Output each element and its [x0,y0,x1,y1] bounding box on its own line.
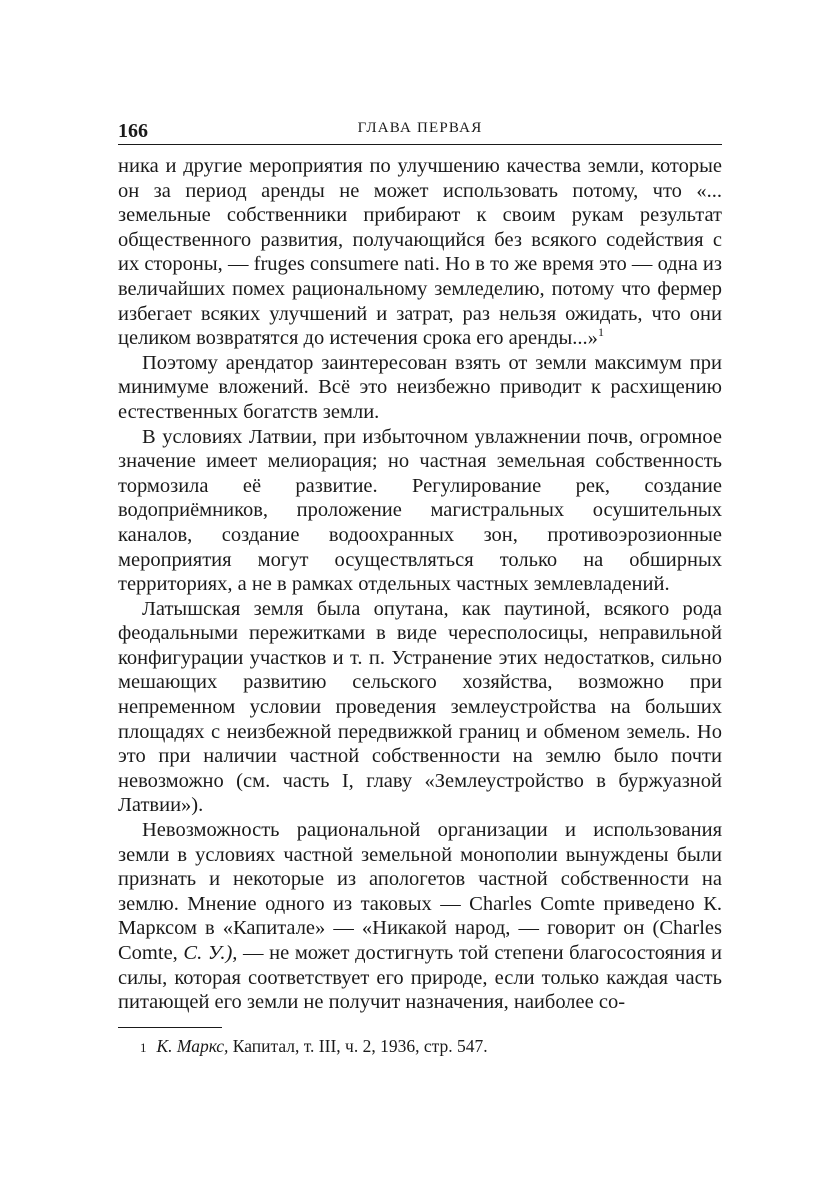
paragraph-2: Поэтому арендатор заинтересован взять от земли максимум при минимуме вложений. Всё это неизбежно приводит к расхищению естественных богатств земли. [118,351,722,423]
page-number: 166 [118,120,148,142]
footnote-citation: Капитал, т. III, ч. 2, 1936, стр. 547. [228,1036,488,1056]
body-text [118,154,722,1015]
footnote [140,1036,488,1057]
paragraph-3: В условиях Латвии, при избыточном увлажнении почв, огромное значение имеет мелиорация; но частная земельная собственность тормозила её развитие. Регулирование рек, создание водоприёмников, проложение магистральных осушительных каналов, создание водоохранных зон, противоэрозионные мероприятия могут осуществляться только на обширных территориях, а не в рамках отдельных частных землевладений. [118,425,722,596]
paragraph-5-italic: С. У.), [183,942,238,964]
paragraph-4: Латышская земля была опутана, как паутиной, всякого рода феодальными пережитками в виде чересполосицы, неправильной конфигурации участков и т. п. Устранение этих недостатков, сильно мешающих развитию сельского хозяйства, возможно при непременном условии проведения землеустройства на больших площадях с неизбежной передвижкой границ и обменом земель. Но это при наличии частной собственности на землю было почти невозможно (см. часть I, главу «Землеустройство в буржуазной Латвии»). [118,597,722,817]
footnote-reference: 1 [597,325,604,340]
paragraph-5-text-a: Невозможность рациональной организации и использования земли в условиях частной земельной монополии вынуждены были признать и некоторые из апологетов частной собственности на землю. Мнение одного из таковых — Charles Comte приведено К. Марксом в «Капитале» — «Никакой народ, — говорит он (Charles Comte, [118,819,722,964]
paragraph-1-text: ника и другие мероприятия по улучшению качества земли, которые он за период аренды не может использовать потому, что «... земельные собственники прибирают к своим рукам результат общественного развития, получающийся без всякого содействия с их стороны, — fruges consumere nati. Но в то же время это — одна из величайших помех рациональному земледелию, потому что фермер избегает всяких улучшений и затрат, раз нельзя ожидать, что они целиком возвратятся до истечения срока его аренды...» [118,155,722,350]
footnote-marker: 1 [140,1040,147,1055]
paragraph-5 [118,818,722,1015]
page-header [118,118,722,145]
running-head: ГЛАВА ПЕРВАЯ [357,120,483,136]
paragraph-5-text-b: — не может достигнуть той степени благосостояния и силы, которая соответствует его природе, если только каждая часть питающей его земли не получит назначения, наиболее со- [118,942,722,1014]
paragraph-continued [118,154,722,351]
footnote-divider [118,1027,222,1028]
footnote-author: К. Маркс, [156,1036,229,1056]
